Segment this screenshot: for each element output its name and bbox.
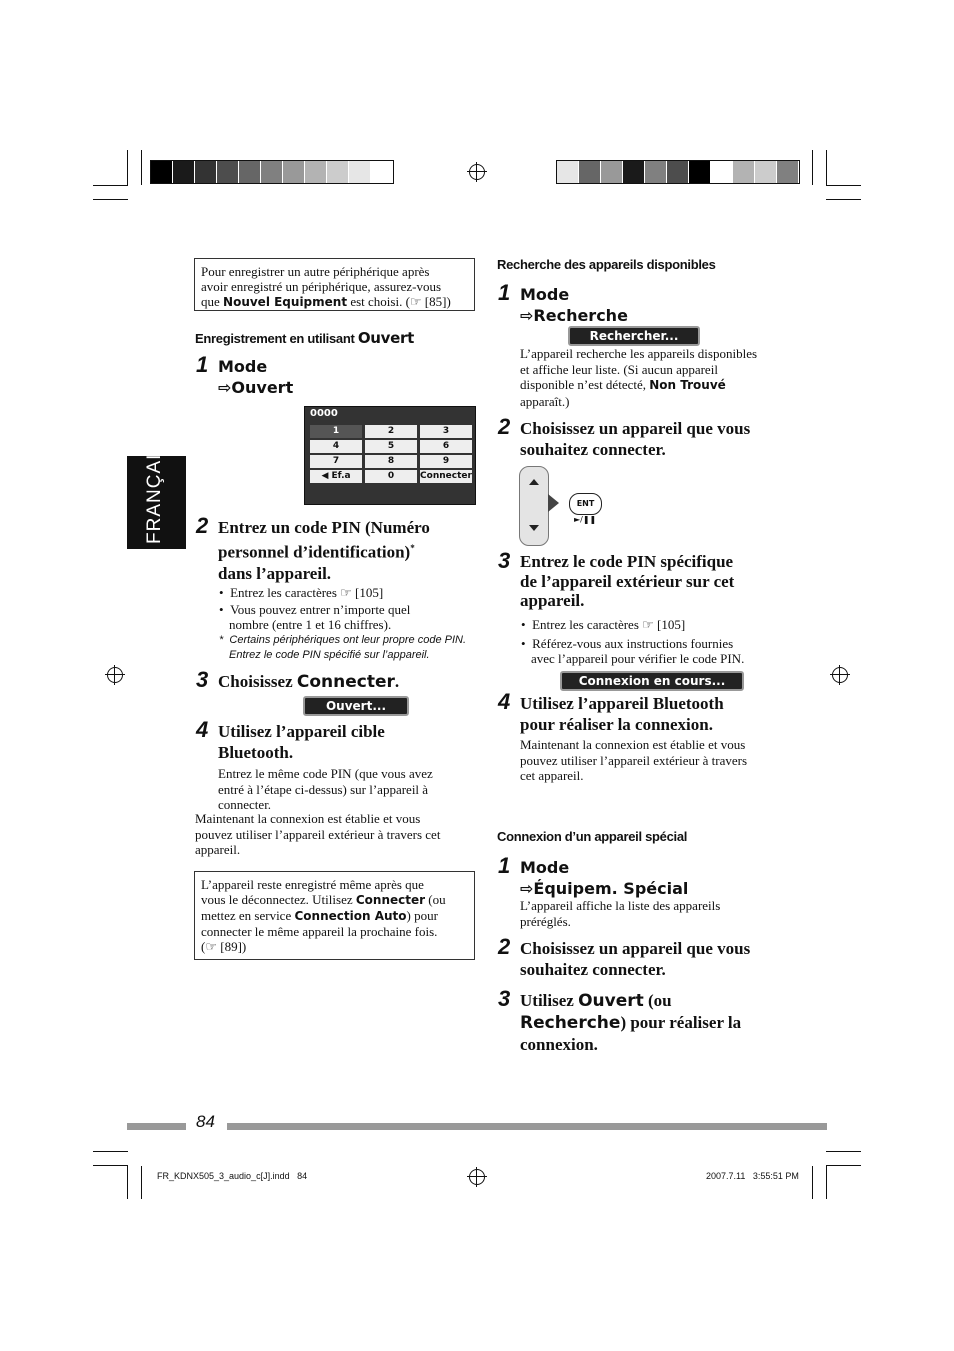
step-number: 1 — [498, 853, 511, 878]
note-line: avoir enregistré un périphérique, assurez-vous — [201, 279, 442, 294]
crop-mark — [826, 199, 861, 200]
color-swatch — [667, 161, 689, 183]
crop-mark — [93, 199, 128, 200]
color-swatch — [327, 161, 349, 183]
body-text: L’appareil recherche les appareils disponibles et affiche leur liste. (Si aucun appareil disponible n’est détecté, Non Trouvé apparaît.) — [520, 346, 758, 409]
step-text: Mode ⇨Ouvert — [218, 357, 294, 397]
page-number: 84 — [196, 1112, 215, 1131]
crop-mark — [127, 150, 128, 185]
crop-mark — [141, 150, 142, 185]
ent-button[interactable]: ENT — [569, 493, 602, 515]
body-text: L’appareil affiche la liste des appareils préréglés. — [520, 898, 721, 929]
pin-keypad-screen — [304, 406, 476, 505]
step-number: 2 — [196, 513, 209, 538]
footer-file-info: FR_KDNX505_3_audio_c[J].indd 84 — [157, 1171, 308, 1181]
crop-mark — [93, 1165, 128, 1166]
step-text: Utilisez Ouvert (ou Recherche) pour réaliser la connexion. — [520, 991, 742, 1054]
color-bar-right — [556, 160, 800, 184]
body-text: Entrez le même code PIN (que vous avez entré à l’étape ci-dessus) sur l’appareil à connecter. — [218, 766, 433, 812]
color-swatch — [557, 161, 579, 183]
bullet: • Entrez les caractères ☞ [105] — [219, 585, 384, 600]
footer-bar-left — [127, 1123, 186, 1130]
step-number: 3 — [498, 986, 511, 1011]
crop-mark — [812, 1166, 813, 1199]
up-arrow-icon — [529, 479, 539, 485]
keypad-key[interactable]: ◀ Ef.a — [310, 470, 362, 483]
status-display: Ouvert... — [303, 696, 409, 716]
registration-mark-icon — [469, 164, 485, 180]
color-swatch — [239, 161, 261, 183]
color-swatch — [689, 161, 711, 183]
crop-mark — [826, 1166, 827, 1199]
keypad-key[interactable]: 5 — [365, 440, 417, 453]
footer-timestamp: 2007.7.11 3:55:51 PM — [706, 1171, 799, 1181]
step-text: Utilisez l’appareil cible Bluetooth. — [218, 722, 385, 762]
step-number: 3 — [196, 667, 209, 692]
step-number: 4 — [498, 689, 511, 714]
language-tab — [127, 439, 186, 549]
pin-display: 0000 — [310, 408, 338, 419]
crop-mark — [93, 185, 128, 186]
bullet: • Référez-vous aux instructions fournies — [521, 636, 734, 651]
color-swatch — [645, 161, 667, 183]
registration-mark-icon — [107, 667, 123, 683]
subheading: Connexion d’un appareil spécial — [497, 829, 688, 844]
language-tab-label: FRANÇAIS — [144, 439, 165, 544]
color-swatch — [579, 161, 601, 183]
color-swatch — [601, 161, 623, 183]
step-number: 2 — [498, 414, 511, 439]
body-text: Maintenant la connexion est établie et vous pouvez utiliser l’appareil extérieur à travers cet appareil. — [195, 811, 441, 857]
footer-bar-right — [227, 1123, 827, 1130]
step-number: 2 — [498, 934, 511, 959]
crop-mark — [826, 1151, 861, 1152]
step-text: Mode ⇨Équipem. Spécial — [520, 858, 689, 898]
crop-mark — [127, 1166, 128, 1199]
step-text: Choisissez un appareil que vous souhaitez connecter. — [520, 939, 751, 979]
body-text: Maintenant la connexion est établie et vous pouvez utiliser l’appareil extérieur à travers cet appareil. — [520, 737, 748, 783]
color-swatch — [777, 161, 799, 183]
crop-mark — [826, 150, 827, 185]
step-text: Choisissez un appareil que vous souhaitez connecter. — [520, 419, 751, 459]
registration-mark-icon — [469, 1169, 485, 1185]
step-number: 1 — [498, 280, 511, 305]
keypad-key[interactable]: 3 — [420, 425, 472, 438]
crop-mark — [826, 185, 861, 186]
keypad-key[interactable]: 8 — [365, 455, 417, 468]
step-text: Mode ⇨Recherche — [520, 285, 628, 325]
color-swatch — [623, 161, 645, 183]
crop-mark — [141, 1166, 142, 1199]
step-number: 4 — [196, 717, 209, 742]
color-swatch — [195, 161, 217, 183]
color-swatch — [711, 161, 733, 183]
crop-mark — [826, 1165, 861, 1166]
note-line: que Nouvel Equipment est choisi. (☞ [85]) — [201, 294, 451, 309]
step-number: 3 — [498, 548, 511, 573]
keypad-key[interactable]: 0 — [365, 470, 417, 483]
color-swatch — [261, 161, 283, 183]
crop-mark — [812, 150, 813, 185]
keypad-key[interactable]: 9 — [420, 455, 472, 468]
footnote: Entrez le code PIN spécifié sur l’appareil. — [229, 649, 430, 661]
keypad-key[interactable]: 7 — [310, 455, 362, 468]
color-swatch — [283, 161, 305, 183]
subheading: Enregistrement en utilisant Ouvert — [195, 329, 414, 347]
info-box: L’appareil reste enregistré même après que vous le déconnectez. Utilisez Connecter (ou mettez en service Connection Auto) pour connecter le même appareil la prochaine fois. (☞ [89]) — [194, 871, 475, 960]
color-swatch — [371, 161, 393, 183]
step-text: Entrez le code PIN spécifique de l’appareil extérieur sur cet appareil. — [520, 552, 735, 610]
keypad-key[interactable]: 2 — [365, 425, 417, 438]
bullet-cont: avec l’appareil pour vérifier le code PIN. — [531, 651, 745, 666]
note-box — [194, 258, 475, 311]
color-swatch — [151, 161, 173, 183]
down-arrow-icon — [529, 525, 539, 531]
bullet: • Entrez les caractères ☞ [105] — [521, 617, 686, 632]
step-text: Choisissez Connecter. — [218, 672, 400, 692]
color-swatch — [305, 161, 327, 183]
play-pause-label: ►/❚❚ — [574, 515, 597, 524]
crop-mark — [93, 1151, 128, 1152]
color-swatch — [733, 161, 755, 183]
status-display: Connexion en cours... — [560, 671, 744, 691]
color-swatch — [173, 161, 195, 183]
color-swatch — [217, 161, 239, 183]
footnote: * Certains périphériques ont leur propre code PIN. — [219, 634, 467, 646]
step-text: Utilisez l’appareil Bluetooth pour réaliser la connexion. — [520, 694, 724, 734]
registration-mark-icon — [832, 667, 848, 683]
keypad-key[interactable]: 6 — [420, 440, 472, 453]
status-display: Rechercher... — [568, 326, 700, 346]
keypad-key[interactable]: Connecter — [420, 471, 472, 481]
subheading: Recherche des appareils disponibles — [497, 257, 716, 272]
color-swatch — [349, 161, 371, 183]
step-text: Entrez un code PIN (Numéro personnel d’identification)* dans l’appareil. — [218, 518, 430, 583]
note-line: Pour enregistrer un autre périphérique après — [201, 264, 430, 279]
color-swatch — [755, 161, 777, 183]
bullet-cont: nombre (entre 1 et 16 chiffres). — [229, 617, 392, 632]
keypad-key[interactable]: 1 — [310, 425, 362, 438]
step-number: 1 — [196, 352, 209, 377]
bullet: • Vous pouvez entrer n’importe quel — [219, 602, 411, 617]
color-bar-left — [150, 160, 394, 184]
control-knob[interactable] — [519, 466, 549, 546]
press-arrow-icon — [548, 494, 559, 512]
keypad-key[interactable]: 4 — [310, 440, 362, 453]
